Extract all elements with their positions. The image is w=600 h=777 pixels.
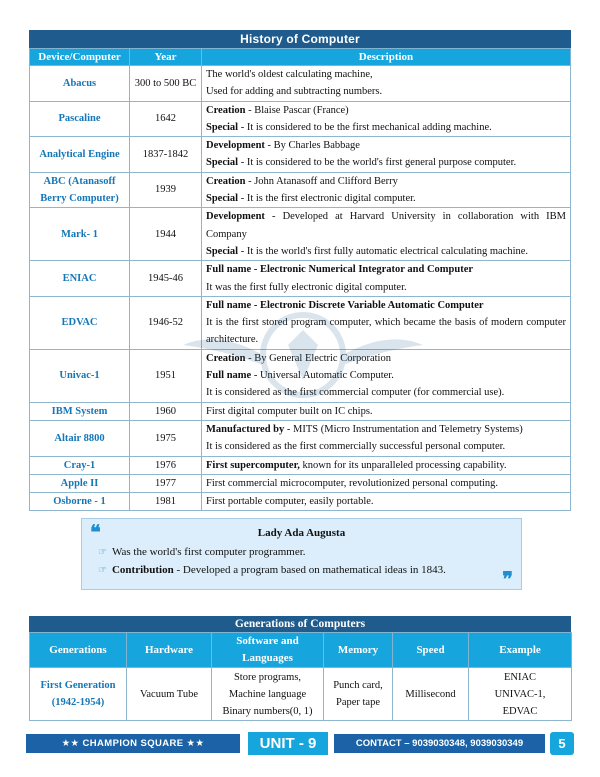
description-line	[206, 384, 566, 401]
ada-contribution-label: Contribution	[111, 564, 174, 576]
device-name: Univac-1	[30, 349, 130, 402]
description-label: Special	[206, 193, 239, 205]
gen-cell-generation	[30, 668, 127, 721]
description-text: It is the first stored program computer, which became the basis of modern computer architecture.	[206, 317, 566, 346]
device-description	[202, 208, 571, 261]
history-table	[29, 48, 571, 511]
device-description	[202, 474, 571, 492]
header-description: Description	[202, 49, 571, 66]
description-text: - By General Electric Corporation	[245, 352, 391, 364]
gen-cell-line: Paper tape	[335, 697, 381, 708]
gen-cell-line: (1942-1954)	[51, 697, 105, 708]
description-label: Creation	[206, 104, 246, 116]
description-line	[206, 154, 566, 171]
description-line	[206, 261, 566, 278]
description-text: It was the first fully electronic digital computer.	[206, 281, 407, 293]
gen-cell-line: EDVAC	[502, 705, 538, 717]
table-row	[30, 349, 571, 402]
generations-title: Generations of Computers	[29, 616, 571, 632]
generations-table	[29, 632, 572, 721]
footer-unit: UNIT - 9	[248, 732, 328, 755]
description-line	[206, 475, 566, 492]
table-row	[30, 493, 571, 511]
description-label: Creation	[206, 175, 246, 187]
description-text: It is considered as the first commercial computer (for commercial use).	[206, 387, 505, 399]
device-description	[202, 101, 571, 137]
device-name: Abacus	[30, 66, 130, 102]
device-description	[202, 172, 571, 208]
gen-header-example: Example	[469, 633, 572, 668]
table-row	[30, 208, 571, 261]
table-row	[30, 101, 571, 137]
history-table-section	[29, 30, 571, 511]
description-text: First digital computer built on IC chips.	[206, 405, 373, 417]
description-line	[206, 102, 566, 119]
table-row	[30, 420, 571, 456]
generations-table-body	[30, 668, 572, 721]
device-name: IBM System	[30, 402, 130, 420]
device-description	[202, 261, 571, 297]
description-text: - John Atanasoff and Clifford Berry	[245, 175, 398, 187]
description-label: Special	[206, 245, 239, 257]
device-description	[202, 296, 571, 349]
generations-header-row	[30, 633, 572, 668]
description-line	[206, 208, 566, 243]
device-name: Apple II	[30, 474, 130, 492]
description-text: - Blaise Pascar (France)	[245, 104, 349, 116]
gen-header-memory: Memory	[324, 633, 393, 668]
page-number: 5	[550, 732, 574, 755]
device-year: 1951	[130, 349, 202, 402]
device-name: Analytical Engine	[30, 137, 130, 173]
gen-cell-hardware	[127, 668, 212, 721]
gen-cell-line: Machine language	[228, 688, 307, 700]
description-label: Full name	[206, 370, 252, 382]
table-row	[30, 456, 571, 474]
description-line	[206, 137, 566, 154]
description-line	[206, 350, 566, 367]
device-year: 1642	[130, 101, 202, 137]
description-line	[206, 403, 566, 420]
footer-brand: ★★ CHAMPION SQUARE ★★	[26, 734, 240, 753]
device-description	[202, 349, 571, 402]
gen-cell-line: ENIAC	[503, 671, 537, 683]
device-name: ENIAC	[30, 261, 130, 297]
device-year: 1976	[130, 456, 202, 474]
description-label: Manufactured by	[206, 423, 285, 435]
pointing-hand-icon: ☞	[98, 565, 107, 576]
device-year: 1977	[130, 474, 202, 492]
device-year: 1960	[130, 402, 202, 420]
description-text: - Developed at Harvard University in collaboration with IBM Company	[206, 211, 566, 240]
gen-cell-software	[212, 668, 324, 721]
footer-contact: CONTACT – 9039030348, 9039030349	[334, 734, 545, 753]
device-year: 1981	[130, 493, 202, 511]
device-year: 1939	[130, 172, 202, 208]
device-name: Cray-1	[30, 456, 130, 474]
description-line	[206, 421, 566, 438]
description-text: known for its unparalleled processing capability.	[299, 459, 507, 471]
device-name: Altair 8800	[30, 420, 130, 456]
description-label: Creation	[206, 352, 246, 364]
description-line	[206, 190, 566, 207]
device-year: 300 to 500 BC	[130, 66, 202, 102]
gen-cell-line: Millisecond	[405, 688, 456, 700]
device-name: Pascaline	[30, 101, 130, 137]
gen-cell-line: Punch card,	[333, 680, 383, 691]
page-footer	[26, 734, 574, 753]
description-text: The world's oldest calculating machine,	[206, 69, 373, 80]
description-label: Special	[206, 121, 239, 133]
gen-cell-line: Binary numbers(0, 1)	[222, 705, 313, 717]
description-label: First supercomputer,	[206, 459, 300, 471]
device-year: 1944	[130, 208, 202, 261]
gen-cell-line: Store programs,	[233, 671, 302, 683]
gen-cell-line: Vacuum Tube	[139, 688, 199, 700]
description-line	[206, 457, 566, 474]
device-name: Mark- 1	[30, 208, 130, 261]
description-text: First commercial microcomputer, revolutionized personal computing.	[206, 477, 499, 489]
history-header-row	[30, 49, 571, 66]
table-row	[30, 474, 571, 492]
description-text: - MITS (Micro Instrumentation and Telemetry Systems)	[284, 423, 523, 435]
device-name: EDVAC	[30, 296, 130, 349]
device-description	[202, 66, 571, 102]
ada-augusta-note	[81, 518, 522, 590]
description-line	[206, 314, 566, 349]
description-line	[206, 173, 566, 190]
pointing-hand-icon: ☞	[98, 547, 107, 558]
description-line	[206, 83, 566, 100]
device-name: ABC (Atanasoff Berry Computer)	[30, 172, 130, 208]
ada-line-1-text: Was the world's first computer programmer.	[111, 546, 306, 558]
description-line	[206, 279, 566, 296]
description-text: Used for adding and subtracting numbers.	[206, 86, 383, 98]
description-line	[206, 367, 566, 384]
gen-cell-memory	[324, 668, 393, 721]
description-text: - It is the first electronic digital computer.	[238, 193, 416, 205]
quote-close-icon: ❞	[502, 567, 513, 591]
description-text: - It is considered to be the first mechanical adding machine.	[238, 121, 492, 133]
description-label: Development	[206, 211, 265, 223]
device-description	[202, 456, 571, 474]
generations-table-section	[29, 616, 571, 721]
description-text: It is considered as the first commercially successful personal computer.	[206, 441, 506, 453]
table-row	[30, 137, 571, 173]
gen-header-generations: Generations	[30, 633, 127, 668]
gen-header-speed: Speed	[393, 633, 469, 668]
description-line	[206, 493, 566, 510]
description-text: - By Charles Babbage	[264, 140, 360, 152]
quote-open-icon: ❝	[90, 520, 101, 544]
history-title: History of Computer	[29, 30, 571, 48]
description-text: - It is the world's first fully automatic electrical calculating machine.	[238, 245, 529, 257]
description-line	[206, 438, 566, 455]
table-row	[30, 172, 571, 208]
device-description	[202, 402, 571, 420]
ada-line-1	[98, 546, 306, 558]
description-label: Special	[206, 157, 239, 169]
gen-cell-speed	[393, 668, 469, 721]
device-description	[202, 137, 571, 173]
device-year: 1975	[130, 420, 202, 456]
table-row	[30, 402, 571, 420]
description-label: Full name - Electronic Numerical Integrator and Computer	[206, 264, 474, 276]
description-text: - Universal Automatic Computer.	[251, 370, 394, 382]
table-row	[30, 668, 572, 721]
description-text: First portable computer, easily portable.	[206, 496, 374, 508]
description-label: Development	[206, 140, 265, 152]
device-description	[202, 493, 571, 511]
ada-line-2	[98, 564, 446, 576]
gen-cell-line: First Generation	[40, 680, 116, 691]
gen-cell-example	[469, 668, 572, 721]
description-line	[206, 119, 566, 136]
table-row	[30, 66, 571, 102]
ada-title: Lady Ada Augusta	[257, 527, 346, 539]
table-row	[30, 296, 571, 349]
header-device: Device/Computer	[30, 49, 130, 66]
description-text: - It is considered to be the world's first general purpose computer.	[238, 157, 517, 169]
device-name: Osborne - 1	[30, 493, 130, 511]
description-line	[206, 297, 566, 314]
device-year: 1945-46	[130, 261, 202, 297]
device-year: 1837-1842	[130, 137, 202, 173]
description-line	[206, 243, 566, 260]
description-line	[206, 66, 566, 83]
table-row	[30, 261, 571, 297]
gen-header-hardware: Hardware	[127, 633, 212, 668]
header-year: Year	[130, 49, 202, 66]
ada-contribution-text: - Developed a program based on mathematical ideas in 1843.	[173, 564, 446, 576]
gen-header-software: Software and Languages	[212, 633, 324, 668]
gen-cell-line: UNIVAC-1,	[494, 688, 546, 700]
device-year: 1946-52	[130, 296, 202, 349]
device-description	[202, 420, 571, 456]
description-label: Full name - Electronic Discrete Variable Automatic Computer	[206, 299, 484, 311]
history-table-body	[30, 66, 571, 511]
